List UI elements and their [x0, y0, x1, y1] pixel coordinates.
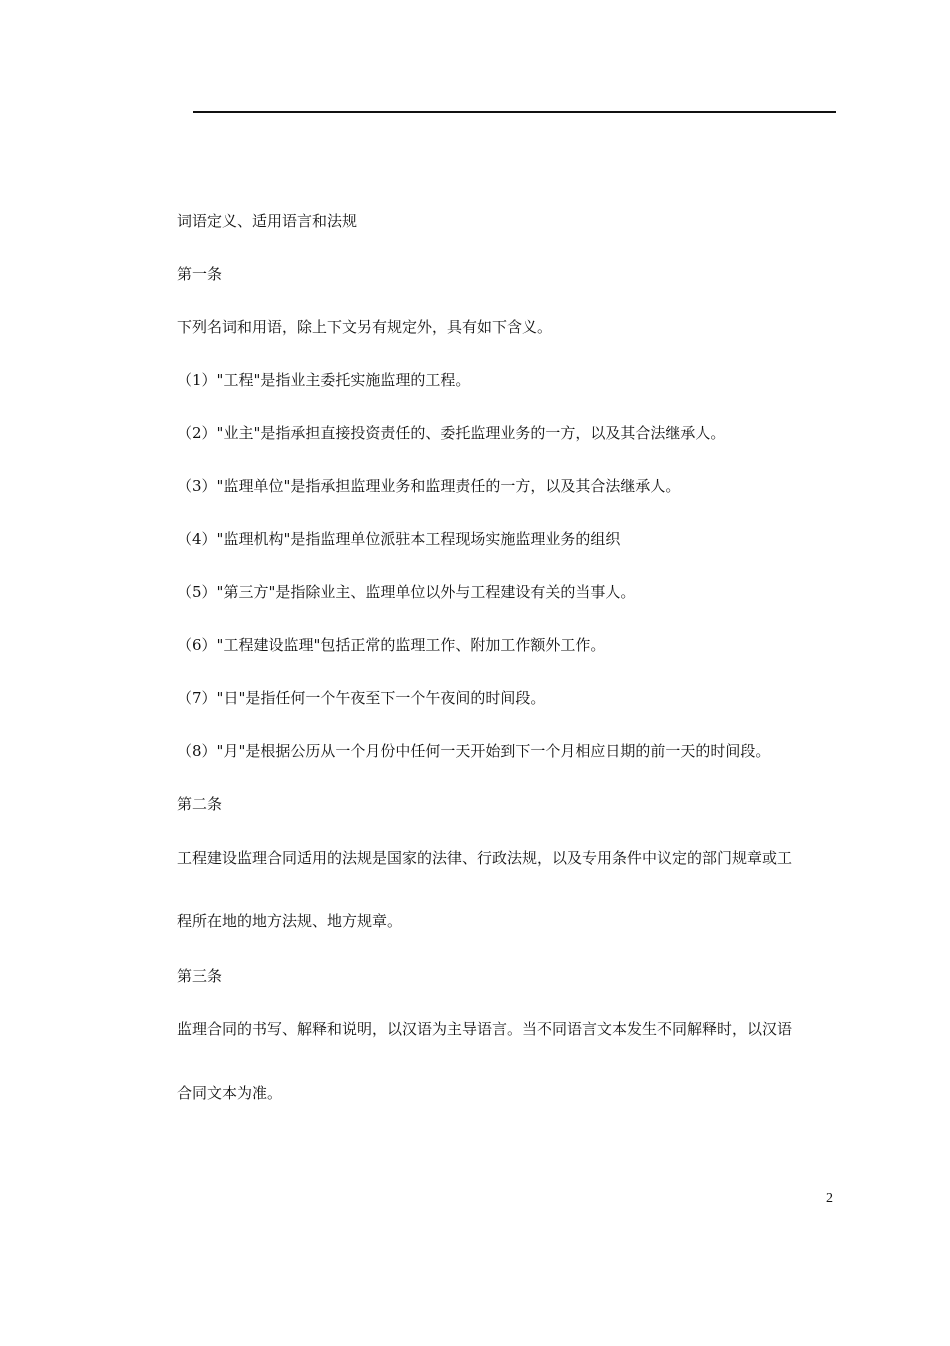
definition-item-4: （4）"监理机构"是指监理单位派驻本工程现场实施监理业务的组织 — [177, 530, 621, 548]
definition-item-8: （8）"月"是根据公历从一个月份中任何一天开始到下一个月相应日期的前一天的时间段。 — [177, 742, 771, 760]
page-number: 2 — [826, 1191, 833, 1206]
definition-item-2: （2）"业主"是指承担直接投资责任的、委托监理业务的一方，以及其合法继承人。 — [177, 424, 726, 442]
article-2-line-2: 程所在地的地方法规、地方规章。 — [177, 912, 403, 930]
definition-item-6: （6）"工程建设监理"包括正常的监理工作、附加工作额外工作。 — [177, 636, 606, 654]
article-1-intro: 下列名词和用语，除上下文另有规定外，具有如下含义。 — [177, 318, 553, 336]
definition-item-3: （3）"监理单位"是指承担监理业务和监理责任的一方，以及其合法继承人。 — [177, 477, 681, 495]
section-title: 词语定义、适用语言和法规 — [177, 212, 358, 230]
definition-item-7: （7）"日"是指任何一个午夜至下一个午夜间的时间段。 — [177, 689, 546, 707]
article-2-heading: 第二条 — [177, 795, 223, 813]
definition-item-5: （5）"第三方"是指除业主、监理单位以外与工程建设有关的当事人。 — [177, 583, 636, 601]
article-2-line-1: 工程建设监理合同适用的法规是国家的法律、行政法规，以及专用条件中议定的部门规章或工 — [177, 849, 793, 867]
article-3-line-1: 监理合同的书写、解释和说明，以汉语为主导语言。当不同语言文本发生不同解释时，以汉语 — [177, 1020, 793, 1038]
header-rule — [193, 111, 836, 113]
article-3-line-2: 合同文本为准。 — [177, 1084, 283, 1102]
definition-item-1: （1）"工程"是指业主委托实施监理的工程。 — [177, 371, 471, 389]
article-1-heading: 第一条 — [177, 265, 223, 283]
article-3-heading: 第三条 — [177, 967, 223, 985]
